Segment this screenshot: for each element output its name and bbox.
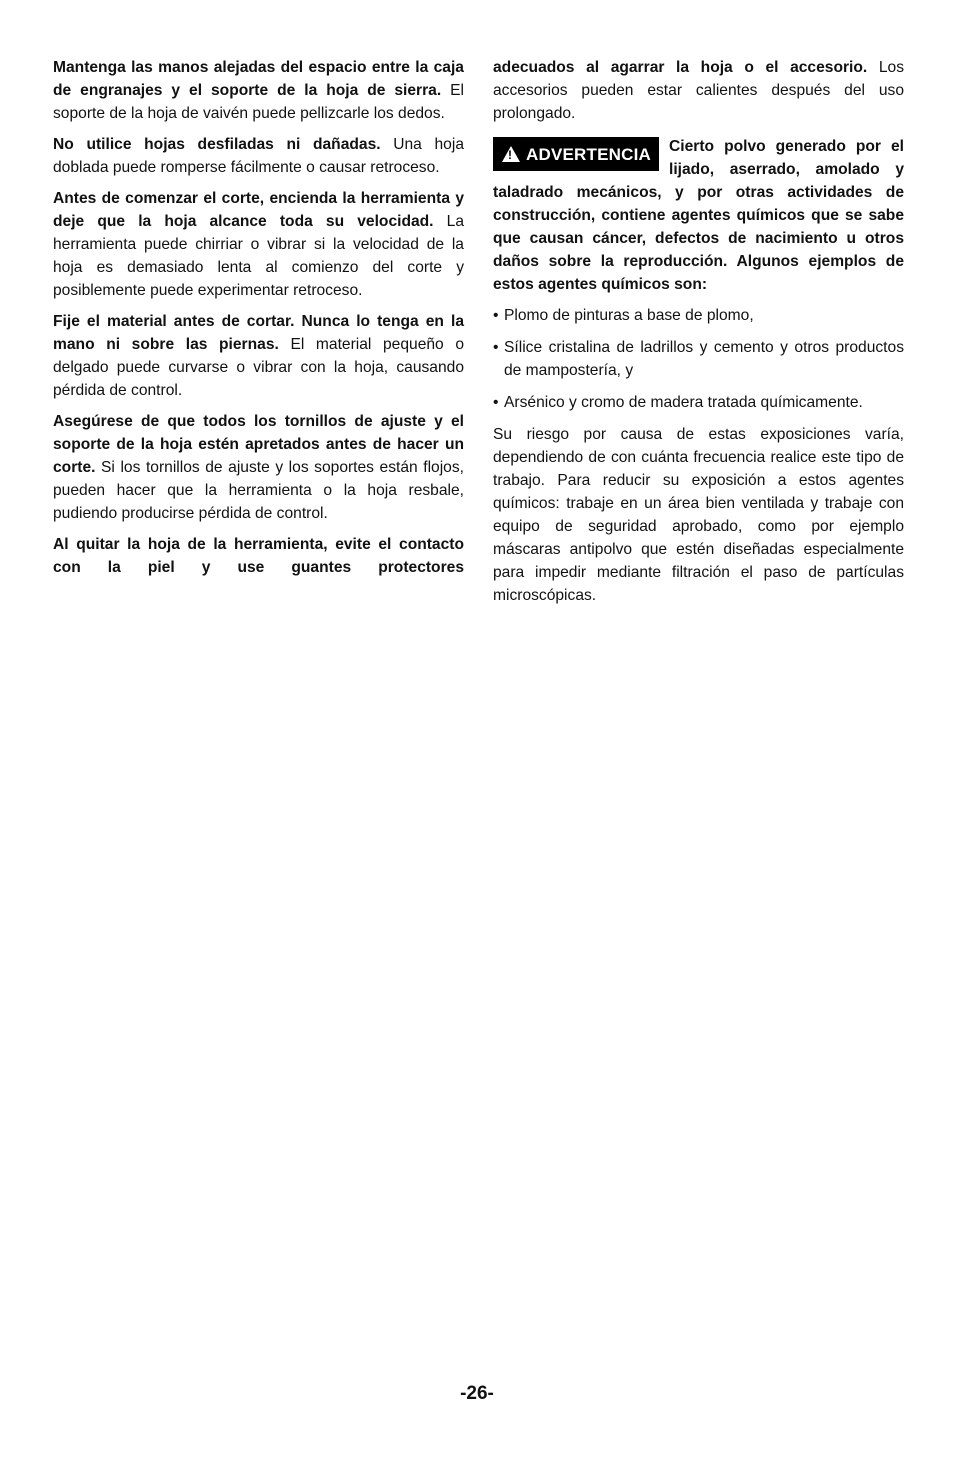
safety-paragraph-start-cut <box>53 187 464 302</box>
list-item: • Plomo de pinturas a base de plomo, <box>493 304 904 327</box>
paragraph-body: El material pequeño o delgado puede curvarse o vibrar con la hoja, causando pérdida de control. <box>53 336 464 399</box>
paragraph-lead: No utilice hojas desfiladas ni dañadas. <box>53 136 381 153</box>
paragraph-body: Los accesorios pueden estar calientes después del uso prolongado. <box>493 59 905 122</box>
chemical-agents-list <box>493 304 904 414</box>
safety-paragraph-hands <box>53 56 464 125</box>
paragraph-lead: Fije el material antes de cortar. Nunca lo tenga en la mano ni sobre las piernas. <box>53 313 464 353</box>
safety-paragraph-secure-material <box>53 310 464 402</box>
safety-paragraph-damaged-blades <box>53 133 464 179</box>
paragraph-lead: Mantenga las manos alejadas del espacio entre la caja de engranajes y el soporte de la hoja de sierra. <box>53 59 464 99</box>
warning-triangle-icon <box>502 146 520 162</box>
paragraph-body: El soporte de la hoja de vaivén puede pellizcarle los dedos. <box>53 82 464 122</box>
dust-warning <box>493 135 904 296</box>
safety-paragraph-adjust-screws <box>53 410 464 525</box>
list-item: • Arsénico y cromo de madera tratada químicamente. <box>493 391 904 414</box>
warning-badge-label: ADVERTENCIA <box>526 144 651 164</box>
exposure-paragraph: Su riesgo por causa de estas exposiciones varía, dependiendo de con cuánta frecuencia realice este tipo de trabajo. Para reducir su exposición a estos agentes químicos: trabaje en un área bien ventilada y trabaje con equipo de seguridad aprobado, como por ejemplo máscaras antipolvo que estén diseñadas especialmente para impedir mediante filtración el paso de partículas microscópicas. <box>493 426 904 604</box>
warning-text: Cierto polvo generado por el lijado, aserrado, amolado y taladrado mecánicos, y por otras actividades de construcción, contiene agentes químicos que se sabe que causan cáncer, defectos de nacimiento u otros daños sobre la reproducción. Algunos ejemplos de estos agentes químicos son: <box>493 138 904 293</box>
safety-paragraph-remove-blade <box>53 533 464 579</box>
paragraph-lead: Asegúrese de que todos los tornillos de ajuste y el soporte de la hoja estén apretados antes de hacer un corte. <box>53 413 464 476</box>
paragraph-body: Si los tornillos de ajuste y los soportes están flojos, pueden hacer que la herramienta o la hoja resbale, pudiendo producirse pérdida de control. <box>53 459 464 522</box>
safety-paragraph-remove-blade-continued <box>493 56 904 125</box>
page-number: -26- <box>460 1383 494 1404</box>
paragraph-lead: Antes de comenzar el corte, encienda la herramienta y deje que la hoja alcance toda su velocidad. <box>53 190 464 230</box>
paragraph-lead: Al quitar la hoja de la herramienta, evite el contacto con la piel y use guantes protectores <box>53 536 464 576</box>
paragraph-lead: adecuados al agarrar la hoja o el accesorio. <box>493 59 868 76</box>
warning-badge <box>493 137 659 171</box>
list-item: • Sílice cristalina de ladrillos y cemento y otros productos de mampostería, y <box>493 336 904 382</box>
right-column <box>493 56 904 615</box>
paragraph-body: La herramienta puede chirriar o vibrar si la velocidad de la hoja es demasiado lenta al comienzo del corte y posiblemente puede experimentar retroceso. <box>53 213 464 299</box>
left-column <box>53 56 464 587</box>
paragraph-body: Una hoja doblada puede romperse fácilmente o causar retroceso. <box>53 136 464 176</box>
